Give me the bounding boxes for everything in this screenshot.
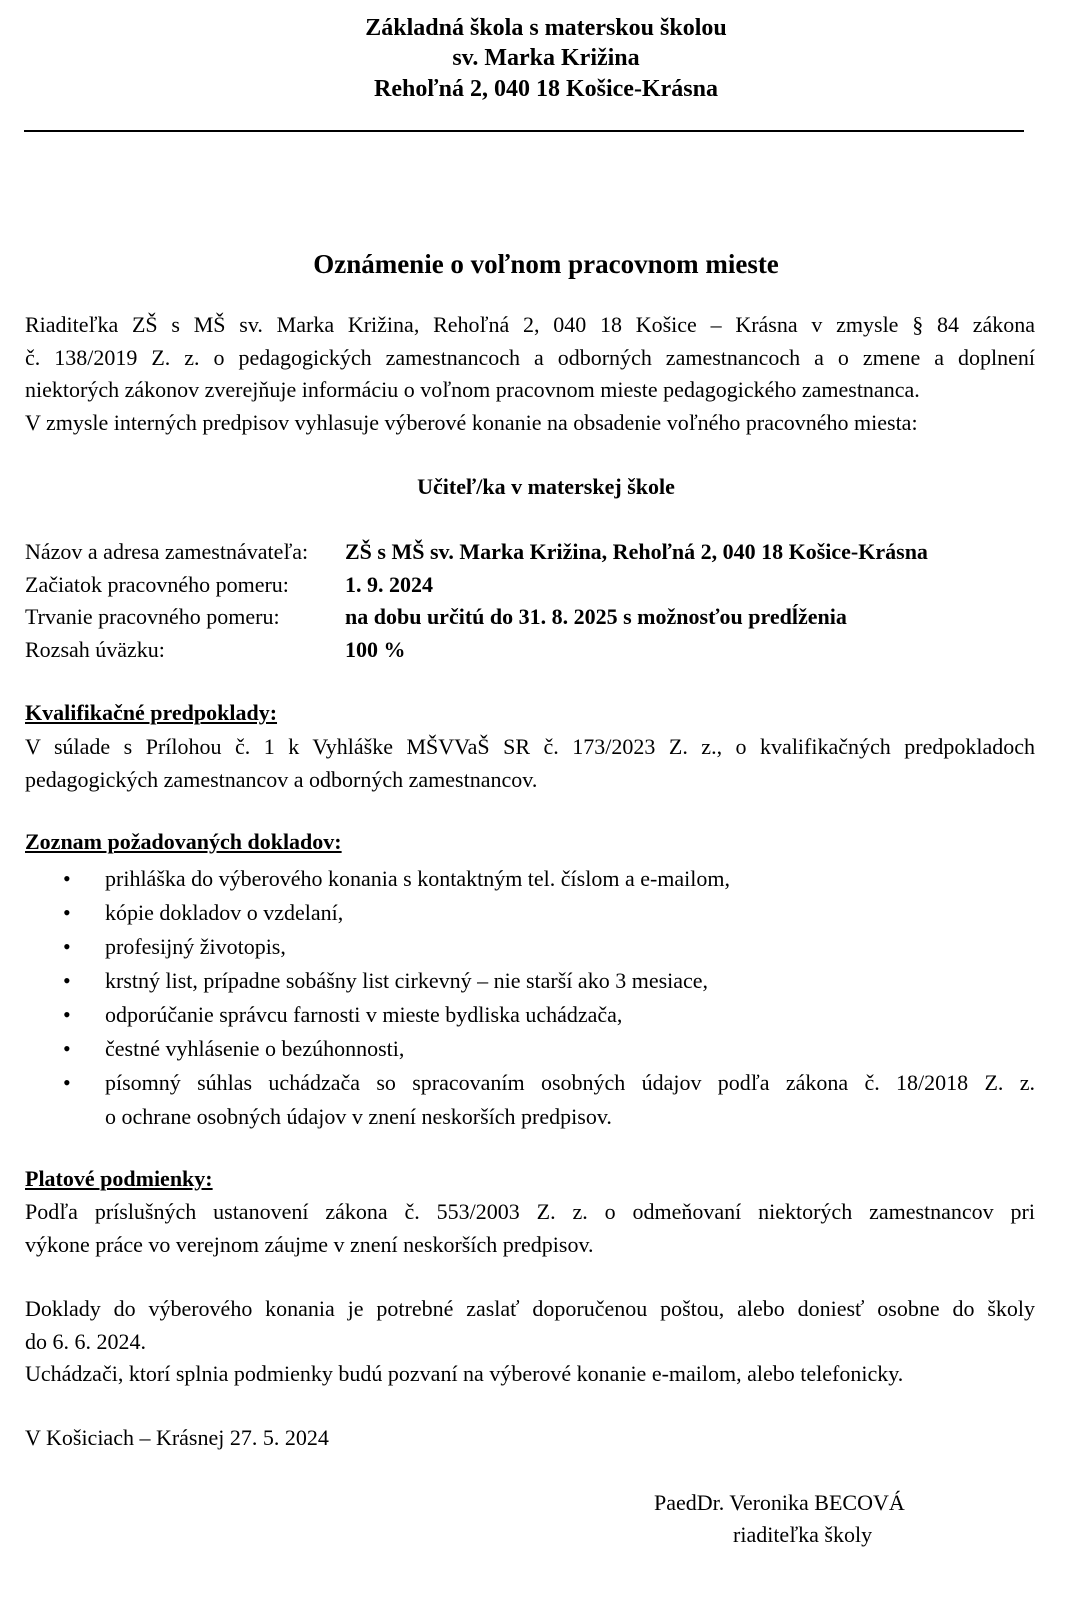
signatory-role: riaditeľka školy [733, 1522, 873, 1547]
bullet-icon: • [63, 1002, 71, 1027]
list-item-text: krstný list, prípadne sobášny list cirkevný – nie starší ako 3 mesiace, [105, 968, 709, 993]
intro-line: Riaditeľka ZŠ s MŠ sv. Marka Križina, Rehoľná 2, 040 18 Košice – Krásna v zmysle § 84 zákona [25, 312, 1035, 337]
qualification-heading: Kvalifikačné predpoklady: [25, 700, 278, 725]
info-row-start [25, 569, 433, 602]
salary-text [25, 1196, 1035, 1261]
list-item [25, 1032, 1035, 1066]
submission-text [25, 1293, 1035, 1391]
info-label: Trvanie pracovného pomeru: [25, 604, 280, 629]
list-item [25, 896, 1035, 930]
bullet-icon: • [63, 900, 71, 925]
info-value: 100 % [345, 637, 406, 662]
place-date: V Košiciach – Krásnej 27. 5. 2024 [25, 1425, 329, 1450]
submission-line: Uchádzači, ktorí splnia podmienky budú pozvaní na výberové konanie e-mailom, alebo telefonicky. [25, 1361, 904, 1386]
salary-line: výkone práce vo verejnom záujme v znení neskorších predpisov. [25, 1231, 594, 1257]
list-item [25, 862, 1035, 896]
submission-line: Doklady do výberového konania je potrebné zaslať doporučenou poštou, alebo doniesť osobne do školy [25, 1296, 1035, 1321]
list-item-text: profesijný životopis, [105, 934, 286, 959]
salary-line: Podľa príslušných ustanovení zákona č. 553/2003 Z. z. o odmeňovaní niektorých zamestnancov pri [25, 1199, 1035, 1224]
bullet-icon: • [63, 968, 71, 993]
info-label: Začiatok pracovného pomeru: [25, 572, 289, 597]
info-row-workload [25, 634, 406, 667]
school-address: Rehoľná 2, 040 18 Košice-Krásna [374, 76, 718, 102]
header-divider [24, 130, 1024, 132]
list-item [25, 1066, 1035, 1134]
info-row-duration [25, 601, 847, 634]
signatory-name: PaedDr. Veronika BECOVÁ [654, 1490, 905, 1515]
info-value: ZŠ s MŠ sv. Marka Križina, Rehoľná 2, 040 18 Košice-Krásna [345, 539, 928, 564]
school-patron: sv. Marka Križina [452, 45, 640, 71]
intro-line: č. 138/2019 Z. z. o pedagogických zamestnancoch a odborných zamestnancoch a o zmene a doplnení [25, 344, 1035, 370]
submission-line: do 6. 6. 2024. [25, 1328, 146, 1354]
documents-list [25, 862, 1035, 1134]
info-value: 1. 9. 2024 [345, 572, 433, 597]
bullet-icon: • [63, 1036, 71, 1061]
document-title: Oznámenie o voľnom pracovnom mieste [313, 249, 779, 279]
list-item-text: odporúčanie správcu farnosti v mieste bydliska uchádzača, [105, 1002, 623, 1027]
list-item-text: kópie dokladov o vzdelaní, [105, 900, 344, 925]
intro-paragraph [25, 309, 1035, 439]
bullet-icon: • [63, 934, 71, 959]
info-label: Rozsah úväzku: [25, 637, 165, 662]
list-item [25, 998, 1035, 1032]
bullet-icon: • [63, 1070, 71, 1095]
bullet-icon: • [63, 866, 71, 891]
position-title: Učiteľ/ka v materskej škole [417, 474, 675, 499]
school-name: Základná škola s materskou školou [365, 15, 727, 41]
list-item-text: písomný súhlas uchádzača so spracovaním osobných údajov podľa zákona č. 18/2018 Z. z. [105, 1070, 1035, 1095]
qualification-line: pedagogických zamestnancov a odborných zamestnancov. [25, 766, 538, 792]
qualification-line: V súlade s Prílohou č. 1 k Vyhláške MŠVVaŠ SR č. 173/2023 Z. z., o kvalifikačných predpokladoch [25, 734, 1035, 759]
list-item-text: o ochrane osobných údajov v znení neskorších predpisov. [105, 1104, 612, 1129]
info-row-employer [25, 536, 928, 569]
documents-heading: Zoznam požadovaných dokladov: [25, 829, 342, 854]
qualification-text [25, 731, 1035, 796]
info-label: Názov a adresa zamestnávateľa: [25, 539, 309, 564]
list-item-text: čestné vyhlásenie o bezúhonnosti, [105, 1036, 405, 1061]
intro-line: V zmysle interných predpisov vyhlasuje výberové konanie na obsadenie voľného pracovného miesta: [25, 409, 918, 435]
list-item [25, 930, 1035, 964]
info-value: na dobu určitú do 31. 8. 2025 s možnosťou predĺženia [345, 604, 847, 629]
list-item [25, 964, 1035, 998]
list-item-text: prihláška do výberového konania s kontaktným tel. číslom a e-mailom, [105, 866, 731, 891]
salary-heading: Platové podmienky: [25, 1166, 213, 1191]
intro-line: niektorých zákonov zverejňuje informáciu o voľnom pracovnom mieste pedagogického zamestnanca. [25, 377, 920, 402]
